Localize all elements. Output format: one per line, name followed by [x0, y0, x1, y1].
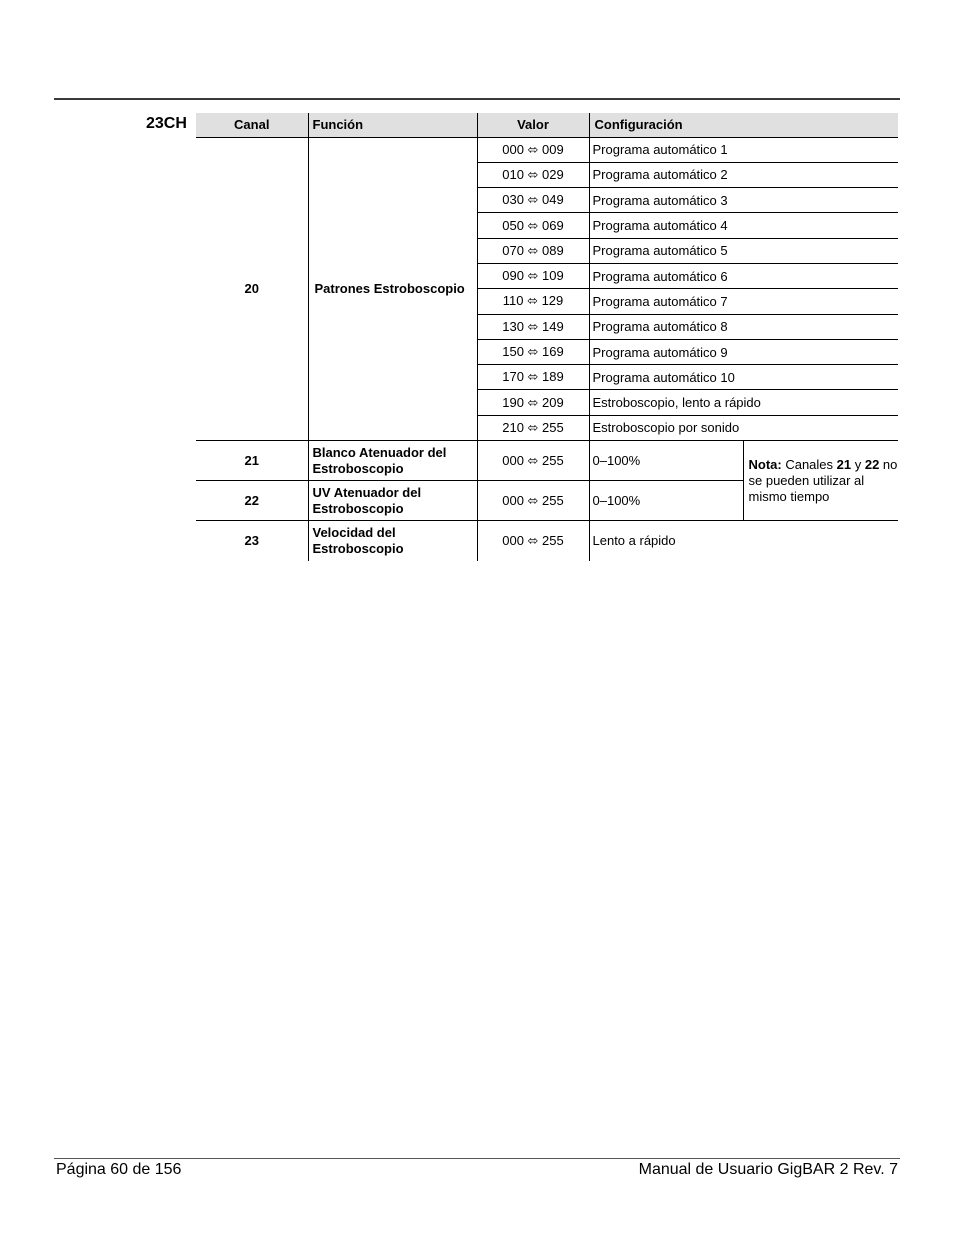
note-cell [743, 441, 898, 521]
value-range: 110 ⬄ 129 [477, 289, 589, 314]
table-header-row [196, 113, 898, 137]
value-config: Estroboscopio, lento a rápido [589, 390, 898, 415]
value-config: 0–100% [589, 481, 743, 521]
channel-number: 22 [196, 481, 308, 521]
table-row [196, 137, 898, 162]
header-configuracion: Configuración [589, 113, 898, 137]
channel-number: 23 [244, 533, 259, 549]
channel-number: 21 [196, 441, 308, 481]
value-config: Programa automático 4 [589, 213, 898, 238]
value-config: Programa automático 2 [589, 162, 898, 187]
value-range: 000 ⬄ 255 [477, 521, 589, 561]
value-range: 000 ⬄ 255 [477, 481, 589, 521]
header-funcion: Función [308, 113, 477, 137]
table-row [196, 521, 898, 561]
channel-function: Blanco Atenuador del Estroboscopio [308, 441, 477, 481]
value-range: 150 ⬄ 169 [477, 339, 589, 364]
value-range: 130 ⬄ 149 [477, 314, 589, 339]
value-config: Programa automático 6 [589, 263, 898, 288]
manual-title: Manual de Usuario GigBAR 2 Rev. 7 [638, 1161, 898, 1178]
value-range: 050 ⬄ 069 [477, 213, 589, 238]
note-channel-a: 21 [836, 456, 852, 472]
channel-number: 20 [196, 137, 308, 441]
header-canal: Canal [196, 113, 308, 137]
value-config: Programa automático 1 [589, 137, 898, 162]
value-config: Programa automático 9 [589, 339, 898, 364]
value-range: 070 ⬄ 089 [477, 238, 589, 263]
dmx-channel-table [196, 113, 898, 561]
channel-function: Velocidad del Estroboscopio [308, 521, 477, 561]
value-config: Programa automático 5 [589, 238, 898, 263]
note-text: no se pueden utilizar al mismo tiempo [748, 456, 898, 504]
value-config: Programa automático 8 [589, 314, 898, 339]
mode-label: 23CH [146, 115, 187, 132]
value-range: 000 ⬄ 255 [477, 441, 589, 481]
value-config: Estroboscopio por sonido [589, 415, 898, 440]
note-channel-b: 22 [864, 456, 880, 472]
value-config: Programa automático 10 [589, 365, 898, 390]
value-range: 010 ⬄ 029 [477, 162, 589, 187]
page-number: Página 60 de 156 [56, 1161, 182, 1178]
footer-rule [54, 1158, 900, 1159]
value-config: Programa automático 7 [589, 289, 898, 314]
channel-function: Patrones Estroboscopio [308, 137, 477, 441]
value-range: 000 ⬄ 009 [477, 137, 589, 162]
header-valor: Valor [477, 113, 589, 137]
value-range: 090 ⬄ 109 [477, 263, 589, 288]
value-config: 0–100% [589, 441, 743, 481]
value-config: Programa automático 3 [589, 188, 898, 213]
header-rule [54, 98, 900, 100]
value-config: Lento a rápido [589, 521, 898, 561]
note-label: Nota: [748, 456, 782, 472]
note-text: y [851, 456, 865, 472]
value-range: 030 ⬄ 049 [477, 188, 589, 213]
value-range: 210 ⬄ 255 [477, 415, 589, 440]
table-row [196, 441, 898, 481]
note-text: Canales [781, 456, 837, 472]
value-range: 170 ⬄ 189 [477, 365, 589, 390]
channel-function: UV Atenuador del Estroboscopio [308, 481, 477, 521]
value-range: 190 ⬄ 209 [477, 390, 589, 415]
